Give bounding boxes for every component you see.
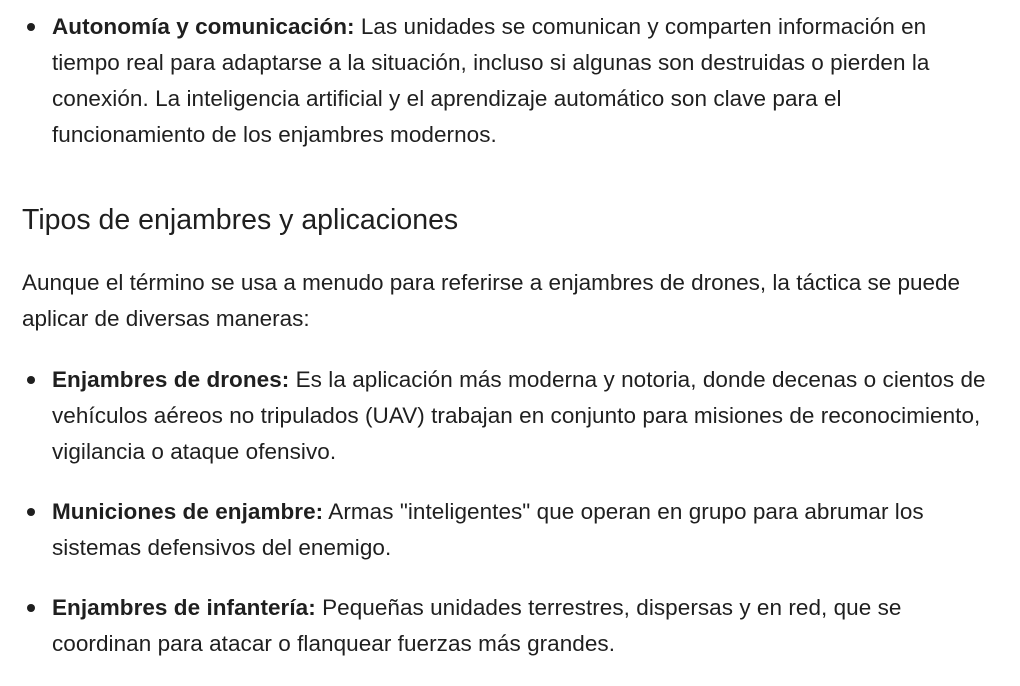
bullet-dot-icon [27, 508, 35, 516]
list-item-text: Las unidades se comunican y comparten información en tiempo real para adaptarse a la situación, incluso si algunas son destruidas o pierden la conexión. La inteligencia artificial y el aprendizaje automático son clave para el funcionamiento de los enjambres modernos. [52, 14, 930, 147]
bullet-dot-icon [27, 23, 35, 31]
section-intro-paragraph: Aunque el término se usa a menudo para referirse a enjambres de drones, la táctica se puede aplicar de diversas maneras: [22, 270, 961, 331]
bullet-dot-icon [27, 376, 35, 384]
list-item [22, 494, 998, 566]
list-item-term: Municiones de enjambre: [52, 499, 324, 524]
list-item [22, 362, 998, 470]
list-item-text: Armas "inteligentes" que operan en grupo para abrumar los sistemas defensivos del enemigo. [52, 499, 924, 560]
list-item-term: Autonomía y comunicación: [52, 14, 355, 39]
list-item-term: Enjambres de drones: [52, 367, 290, 392]
list-item-term: Enjambres de infantería: [52, 595, 316, 620]
bullet-list-top [22, 9, 998, 153]
bullet-list-bottom [22, 362, 998, 686]
list-item [22, 9, 998, 153]
list-item-text: Es la aplicación más moderna y notoria, donde decenas o cientos de vehículos aéreos no tripulados (UAV) trabajan en conjunto para misiones de reconocimiento, vigilancia o ataque ofensivo. [52, 367, 986, 464]
list-item [22, 590, 998, 662]
list-item-text: Pequeñas unidades terrestres, dispersas y en red, que se coordinan para atacar o flanquear fuerzas más grandes. [52, 595, 902, 656]
bullet-dot-icon [27, 604, 35, 612]
section-heading: Tipos de enjambres y aplicaciones [22, 204, 459, 236]
